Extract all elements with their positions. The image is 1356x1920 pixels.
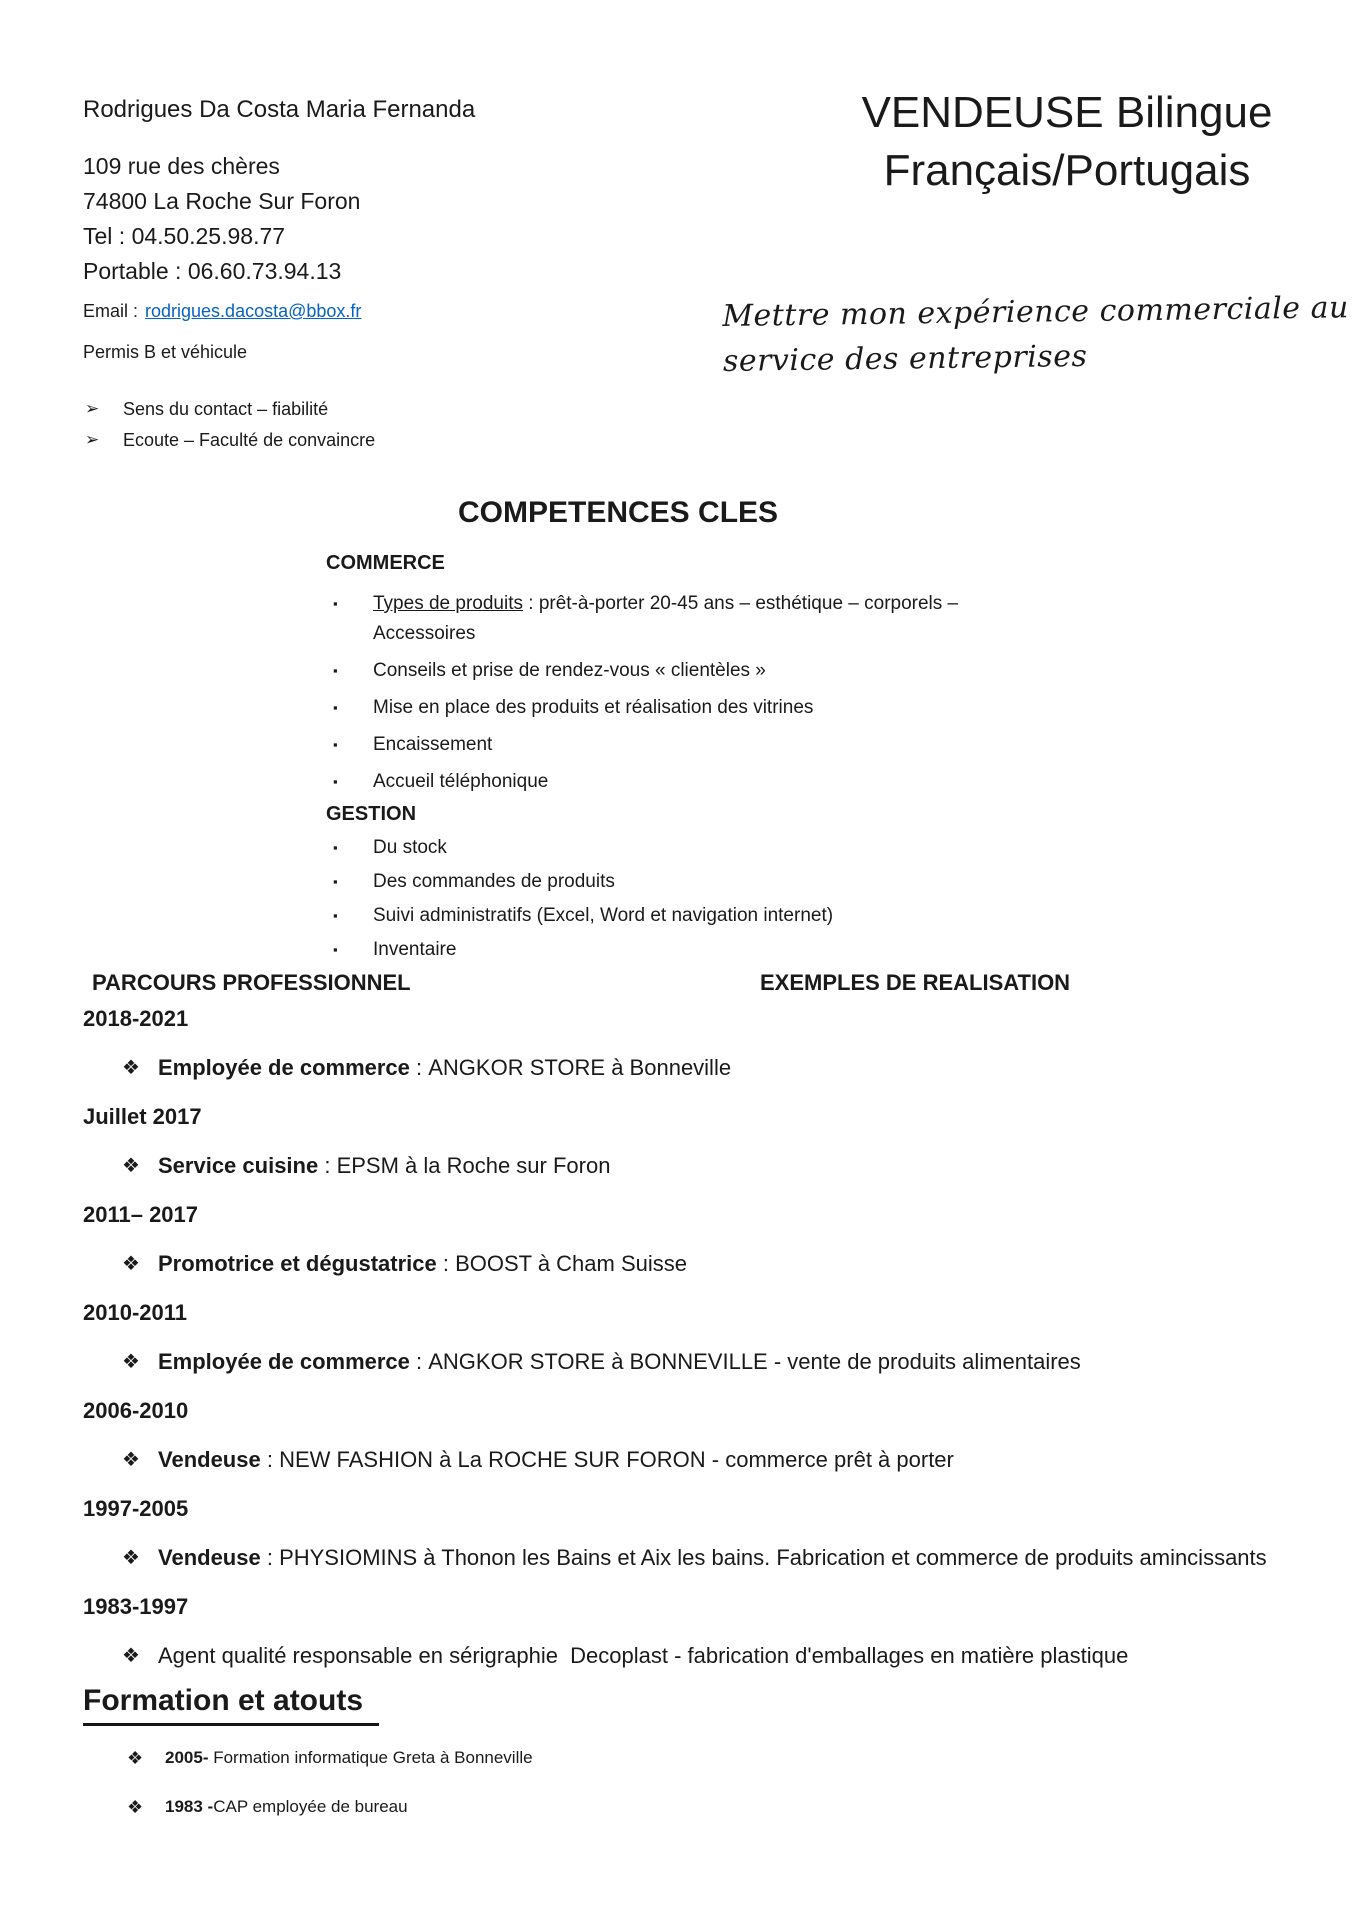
entry-separator: :: [409, 1348, 429, 1374]
entry-separator: :: [318, 1152, 337, 1178]
parcours-entry: [83, 1435, 1267, 1484]
quality-text: Ecoute – Faculté de convaincre: [123, 430, 376, 450]
quality-item: [85, 399, 375, 420]
exemples-heading: EXEMPLES DE REALISATION: [760, 970, 1071, 995]
entry-role: Service cuisine: [158, 1152, 319, 1178]
entry-separator: :: [409, 1054, 429, 1080]
tagline-line-1: Mettre mon expérience commerciale au: [722, 290, 1350, 334]
gestion-list: [333, 833, 933, 969]
competence-item: [333, 867, 933, 896]
contact-name: Rodrigues Da Costa Maria Fernanda: [83, 96, 476, 123]
parcours-entry: [83, 1533, 1267, 1582]
square-bullet-icon: ▪: [333, 908, 338, 923]
formation-list: [127, 1748, 533, 1846]
competence-item: [333, 589, 959, 649]
mobile-line: Portable : 06.60.73.94.13: [83, 258, 342, 284]
period-heading: 2010-2011: [83, 1299, 187, 1325]
diamond-bullet-icon: ❖: [122, 1155, 140, 1177]
diamond-bullet-icon: ❖: [122, 1057, 140, 1079]
formation-item: [127, 1748, 533, 1769]
competence-item: [333, 693, 933, 723]
square-bullet-icon: ▪: [333, 596, 338, 611]
square-bullet-icon: ▪: [333, 942, 338, 957]
contact-block: [83, 96, 475, 363]
competence-item: [333, 833, 933, 862]
job-title: [852, 84, 1282, 200]
formation-year: 1983 -: [165, 1797, 214, 1816]
entry-detail: BOOST à Cham Suisse: [455, 1250, 687, 1276]
competence-text: Du stock: [373, 837, 447, 858]
gestion-label: GESTION: [326, 803, 417, 825]
competence-item: [333, 935, 933, 964]
period-heading: 2011– 2017: [83, 1201, 199, 1227]
tagline-line-2: service des entreprises: [722, 338, 1088, 379]
parcours-list: [83, 994, 1267, 1680]
parcours-entry: [83, 1631, 1267, 1680]
competence-text: Des commandes de produits: [373, 871, 615, 892]
commerce-label: COMMERCE: [326, 552, 445, 574]
arrow-bullet-icon: ➢: [85, 399, 100, 418]
square-bullet-icon: ▪: [333, 663, 338, 678]
period-heading: 2006-2010: [83, 1397, 189, 1423]
parcours-entry: [83, 1141, 1267, 1190]
parcours-entry: [83, 1239, 1267, 1288]
entry-detail: Agent qualité responsable en sérigraphie Decoplast - fabrication d'emballages en matière plastique: [158, 1642, 1129, 1668]
entry-detail: PHYSIOMINS à Thonon les Bains et Aix les bains. Fabrication et commerce de produits amincissants: [279, 1544, 1267, 1570]
permis-line: Permis B et véhicule: [83, 342, 248, 362]
entry-role: Employée de commerce: [158, 1348, 410, 1374]
competence-item: [333, 730, 933, 760]
formation-text: Formation informatique Greta à Bonneville: [208, 1748, 533, 1767]
email-link[interactable]: rodrigues.dacosta@bbox.fr: [145, 301, 362, 321]
address-line-2: 74800 La Roche Sur Foron: [83, 188, 361, 214]
entry-separator: :: [260, 1446, 280, 1472]
diamond-bullet-icon: ❖: [122, 1645, 140, 1667]
job-title-line-2: Français/Portugais: [883, 146, 1251, 195]
formation-item: [127, 1797, 533, 1818]
competence-text: Accueil téléphonique: [373, 771, 549, 792]
address-line-1: 109 rue des chères: [83, 153, 280, 179]
competence-text: Mise en place des produits et réalisation des vitrines: [373, 697, 814, 718]
diamond-bullet-icon: ❖: [122, 1547, 140, 1569]
arrow-bullet-icon: ➢: [85, 430, 100, 449]
period-heading: 2018-2021: [83, 1005, 189, 1031]
job-title-line-1: VENDEUSE Bilingue: [861, 88, 1273, 137]
diamond-bullet-icon: ❖: [122, 1351, 140, 1373]
email-line: [83, 301, 475, 322]
parcours-entry: [83, 1043, 1267, 1092]
types-produits-underlined: Types de produits: [373, 593, 523, 614]
entry-separator: :: [436, 1250, 456, 1276]
square-bullet-icon: ▪: [333, 840, 338, 855]
period-heading: Juillet 2017: [83, 1103, 202, 1129]
diamond-bullet-icon: ❖: [122, 1253, 140, 1275]
entry-role: Vendeuse: [158, 1446, 261, 1472]
competence-item: [333, 767, 933, 797]
entry-role: Vendeuse: [158, 1544, 261, 1570]
competence-item: [333, 901, 933, 930]
entry-detail: NEW FASHION à La ROCHE SUR FORON - commerce prêt à porter: [279, 1446, 954, 1472]
period-heading: 1997-2005: [83, 1495, 189, 1521]
qualities-list: [85, 399, 375, 461]
square-bullet-icon: ▪: [333, 700, 338, 715]
square-bullet-icon: ▪: [333, 774, 338, 789]
tagline: [722, 285, 1350, 384]
competence-text: Types de produits : prêt-à-porter 20-45 ans – esthétique – corporels – Accessoires: [373, 593, 959, 644]
email-label: Email :: [83, 301, 139, 321]
entry-role: Employée de commerce: [158, 1054, 410, 1080]
square-bullet-icon: ▪: [333, 874, 338, 889]
diamond-bullet-icon: ❖: [127, 1748, 144, 1768]
parcours-entry: [83, 1337, 1267, 1386]
competence-text: Suivi administratifs (Excel, Word et navigation internet): [373, 905, 834, 926]
phone-line: Tel : 04.50.25.98.77: [83, 223, 286, 249]
entry-separator: :: [260, 1544, 280, 1570]
entry-detail: ANGKOR STORE à Bonneville: [428, 1054, 732, 1080]
competence-text: Encaissement: [373, 734, 493, 755]
square-bullet-icon: ▪: [333, 737, 338, 752]
parcours-heading: PARCOURS PROFESSIONNEL: [92, 970, 411, 995]
formation-text: CAP employée de bureau: [213, 1797, 408, 1816]
period-heading: 1983-1997: [83, 1593, 189, 1619]
diamond-bullet-icon: ❖: [127, 1797, 144, 1817]
formation-year: 2005-: [165, 1748, 209, 1767]
quality-text: Sens du contact – fiabilité: [123, 399, 329, 419]
competence-text: Conseils et prise de rendez-vous « clientèles »: [373, 660, 766, 681]
diamond-bullet-icon: ❖: [122, 1449, 140, 1471]
commerce-list: [333, 589, 959, 804]
entry-role: Promotrice et dégustatrice: [158, 1250, 437, 1276]
quality-item: [85, 430, 375, 451]
competence-text: Inventaire: [373, 939, 457, 960]
competence-item: [333, 656, 933, 686]
entry-detail: EPSM à la Roche sur Foron: [336, 1152, 611, 1178]
formation-heading: Formation et atouts: [83, 1684, 379, 1726]
entry-detail: ANGKOR STORE à BONNEVILLE - vente de produits alimentaires: [428, 1348, 1081, 1374]
competences-heading: COMPETENCES CLES: [458, 496, 779, 529]
